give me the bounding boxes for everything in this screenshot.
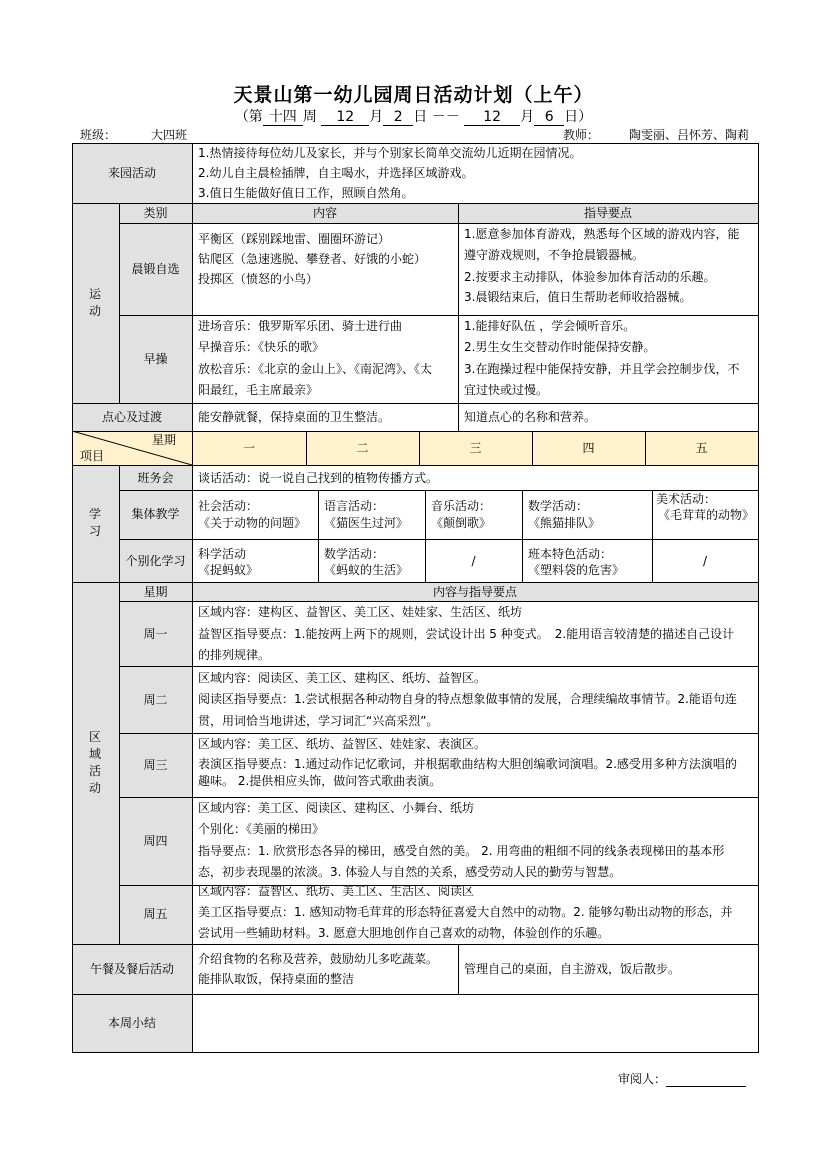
morning-exercise-label: 晨锻自选 (131, 262, 180, 276)
area-day-1-label: 周一 (143, 627, 168, 641)
drill-guide-2: 2.男生女生交替动作时能保持安静。 (464, 340, 656, 354)
area-day-2-line-1: 区域内容：阅读区、美工区、建构区、纸坊、益智区。 (198, 671, 487, 685)
group-cell-2-line-1: 语言活动： (324, 499, 385, 513)
morning-exercise-guide-2: 遵守游戏规则，不争抢晨锻器械。 (464, 248, 645, 262)
group-cell-2-line-2: 《猫医生过河》 (324, 516, 409, 530)
area-day-1-line-1: 区域内容：建构区、益智区、美工区、娃娃家、生活区、纸坊 (198, 605, 523, 619)
group-cell-3-line-1: 音乐活动： (431, 499, 492, 513)
group-cell-3-line-2: 《颠倒歌》 (431, 516, 492, 530)
area-day-5-line-1: 区域内容：益智区、纸坊、美工区、生活区、阅读区 (198, 884, 475, 898)
group-teaching-label: 集体教学 (131, 507, 180, 521)
arrival-line-3: 3.值日生能做好值日工作，照顾自然角。 (198, 186, 414, 200)
date-range: （第 十四 周 12 月 2 日 －－ 12 月 6 日） (234, 109, 593, 125)
header-day-1: 一 (242, 441, 255, 455)
morning-exercise-guide-1: 1.愿意参加体育游戏，熟悉每个区域的游戏内容，能 (464, 227, 740, 241)
meeting-content: 谈话活动：说一说自己找到的植物传播方式。 (198, 471, 439, 485)
drill-content-1: 进场音乐：俄罗斯军乐团、骑士进行曲 (198, 319, 403, 333)
individual-cell-4-line-1: 班本特色活动： (528, 547, 613, 561)
summary-label: 本周小结 (107, 1016, 156, 1030)
individual-cell-1-line-1: 科学活动 (198, 547, 247, 561)
area-day-1-line-2: 益智区指导要点：1.能按两上两下的规则，尝试设计出 5 种变式。 2.能用语言较清楚的描述自己设计 (198, 627, 735, 641)
individual-cell-5: / (702, 554, 708, 568)
sport-col-content: 内容 (312, 206, 337, 220)
area-day-5-line-3: 尝试用一些辅助材料。3. 愿意大胆地创作自己喜欢的动物，体验创作的乐趣。 (198, 926, 610, 940)
reviewer-signature: 审阅人： (618, 1070, 746, 1087)
header-day-2: 二 (356, 441, 369, 455)
individual-cell-4-line-2: 《塑料袋的危害》 (528, 563, 625, 577)
drill-content-4: 阳最红，毛主席最亲》 (198, 383, 319, 397)
lunch-label: 午餐及餐后活动 (89, 962, 174, 976)
area-day-2-line-3: 贯，用词恰当地讲述，学习词汇“兴高采烈”。 (198, 714, 439, 728)
area-day-4-line-3: 指导要点：1. 欣赏形态各异的梯田，感受自然的美。 2. 用弯曲的粗细不同的线条表现梯田的基本形 (198, 844, 725, 858)
area-day-4-line-1: 区域内容：美工区、阅读区、建构区、小舞台、纸坊 (198, 801, 475, 815)
area-day-3-line-1: 区域内容：美工区、纸坊、益智区、娃娃家、表演区。 (198, 737, 487, 751)
area-day-3-label: 周三 (143, 758, 168, 772)
drill-content-3: 放松音乐：《北京的金山上》、《南泥湾》、《太 (198, 362, 433, 376)
header-day-5: 五 (695, 441, 708, 455)
group-cell-1-line-1: 社会活动： (198, 499, 259, 513)
drill-guide-1: 1.能排好队伍 ，学会倾听音乐。 (464, 319, 636, 333)
morning-exercise-guide-3: 2.按要求主动排队，体验参加体育活动的乐趣。 (464, 270, 716, 284)
individual-cell-1-line-2: 《捉蚂蚁》 (198, 563, 259, 577)
sport-label: 运 动 (88, 287, 101, 318)
arrival-line-1: 1.热情接待每位幼儿及家长，并与个别家长简单交流幼儿近期在园情况。 (198, 146, 582, 160)
snack-label: 点心及过渡 (101, 410, 162, 424)
group-cell-5-line-2: 《毛茸茸的动物》 (658, 508, 755, 522)
header-item-label: 项目 (80, 449, 105, 463)
start-month: 12 (321, 110, 369, 126)
reviewer-line[interactable] (666, 1071, 746, 1087)
area-day-1-line-3: 的排列规律。 (198, 648, 271, 662)
page-title: 天景山第一幼儿园周日活动计划（上午） (233, 84, 594, 106)
area-day-3-line-3: 趣味。 2.提供相应头饰，做问答式歌曲表演。 (198, 774, 442, 788)
drill-label: 早操 (143, 352, 168, 366)
area-day-3-line-2: 表演区指导要点：1.通过动作记忆歌词，并根据歌曲结构大胆创编歌词演唱。2.感受用多种方法演唱的 (198, 757, 737, 771)
sport-col-category: 类别 (143, 206, 168, 220)
start-day: 2 (383, 110, 413, 126)
group-cell-4-line-1: 数学活动： (528, 499, 589, 513)
group-cell-4-line-2: 《熊猫排队》 (528, 516, 601, 530)
area-day-4-line-4: 态，初步表现墨的浓淡。3. 体验人与自然的关系，感受劳动人民的勤劳与智慧。 (198, 865, 622, 879)
sport-col-guide: 指导要点 (583, 206, 632, 220)
end-month: 12 (464, 110, 520, 126)
header-day-4: 四 (582, 441, 595, 455)
individual-cell-2-line-2: 《蚂蚁的生活》 (324, 563, 409, 577)
teacher-value: 陶雯丽、吕怀芳、陶莉 (599, 128, 749, 144)
area-col-week: 星期 (143, 585, 168, 599)
area-day-5-label: 周五 (143, 907, 168, 921)
group-cell-1-line-2: 《关于动物的问题》 (198, 516, 307, 530)
week-number: 十四 (263, 110, 303, 126)
lunch-content-2: 能排队取饭，保持桌面的整洁 (198, 972, 355, 986)
drill-guide-3: 3.在跑操过程中能保持安静，并且学会控制步伐，不 (464, 362, 740, 376)
arrival-label: 来园活动 (107, 166, 156, 180)
lunch-content-1: 介绍食物的名称及营养，鼓励幼儿多吃蔬菜。 (198, 952, 439, 966)
lunch-guide: 管理自己的桌面，自主游戏，饭后散步。 (464, 962, 681, 976)
meeting-label: 班务会 (137, 471, 174, 485)
individual-cell-2-line-1: 数学活动： (324, 547, 385, 561)
teacher-info: 教师： 陶雯丽、吕怀芳、陶莉 (563, 128, 750, 142)
area-day-4-label: 周四 (143, 834, 168, 848)
morning-exercise-content-3: 投掷区（愤怒的小鸟） (198, 272, 319, 286)
class-value: 大四班 (116, 128, 222, 144)
arrival-line-2: 2.幼儿自主晨检插牌，自主喝水，并选择区域游戏。 (198, 166, 474, 180)
snack-content: 能安静就餐，保持桌面的卫生整洁。 (198, 410, 391, 424)
end-day: 6 (534, 110, 564, 126)
area-col-content: 内容与指导要点 (432, 585, 517, 599)
area-label: 区 域 活 动 (88, 730, 101, 795)
morning-exercise-content-1: 平衡区（踩别踩地雷、圈圈环游记） (198, 232, 391, 246)
area-day-4-line-2: 个别化：《美丽的梯田》 (198, 822, 325, 836)
snack-guide: 知道点心的名称和营养。 (464, 410, 597, 424)
header-week-label: 星期 (152, 433, 177, 447)
area-day-2-label: 周二 (143, 693, 168, 707)
header-day-3: 三 (469, 441, 482, 455)
drill-content-2: 早操音乐：《快乐的歌》 (198, 340, 325, 354)
study-label: 学 习 (88, 507, 101, 538)
individual-learning-label: 个别化学习 (125, 554, 186, 568)
individual-cell-3: / (471, 554, 476, 568)
sport-sub-bg (119, 203, 192, 403)
area-day-5-line-2: 美工区指导要点：1. 感知动物毛茸茸的形态特征喜爱大自然中的动物。2. 能够勾勒出动物的形态，并 (198, 905, 733, 919)
morning-exercise-guide-4: 3.晨锻结束后，值日生帮助老师收拾器械。 (464, 290, 692, 304)
drill-guide-4: 宜过快或过慢。 (464, 383, 549, 397)
class-info: 班级： 大四班 (80, 126, 222, 144)
area-day-2-line-2: 阅读区指导要点：1.尝试根据各种动物自身的特点想象做事情的发展，合理续编故事情节。2.能语句连 (198, 692, 737, 706)
morning-exercise-content-2: 钻爬区（急速逃脱、攀登者、好饿的小蛇） (198, 252, 427, 266)
group-cell-5-line-1: 美术活动： (656, 492, 717, 506)
